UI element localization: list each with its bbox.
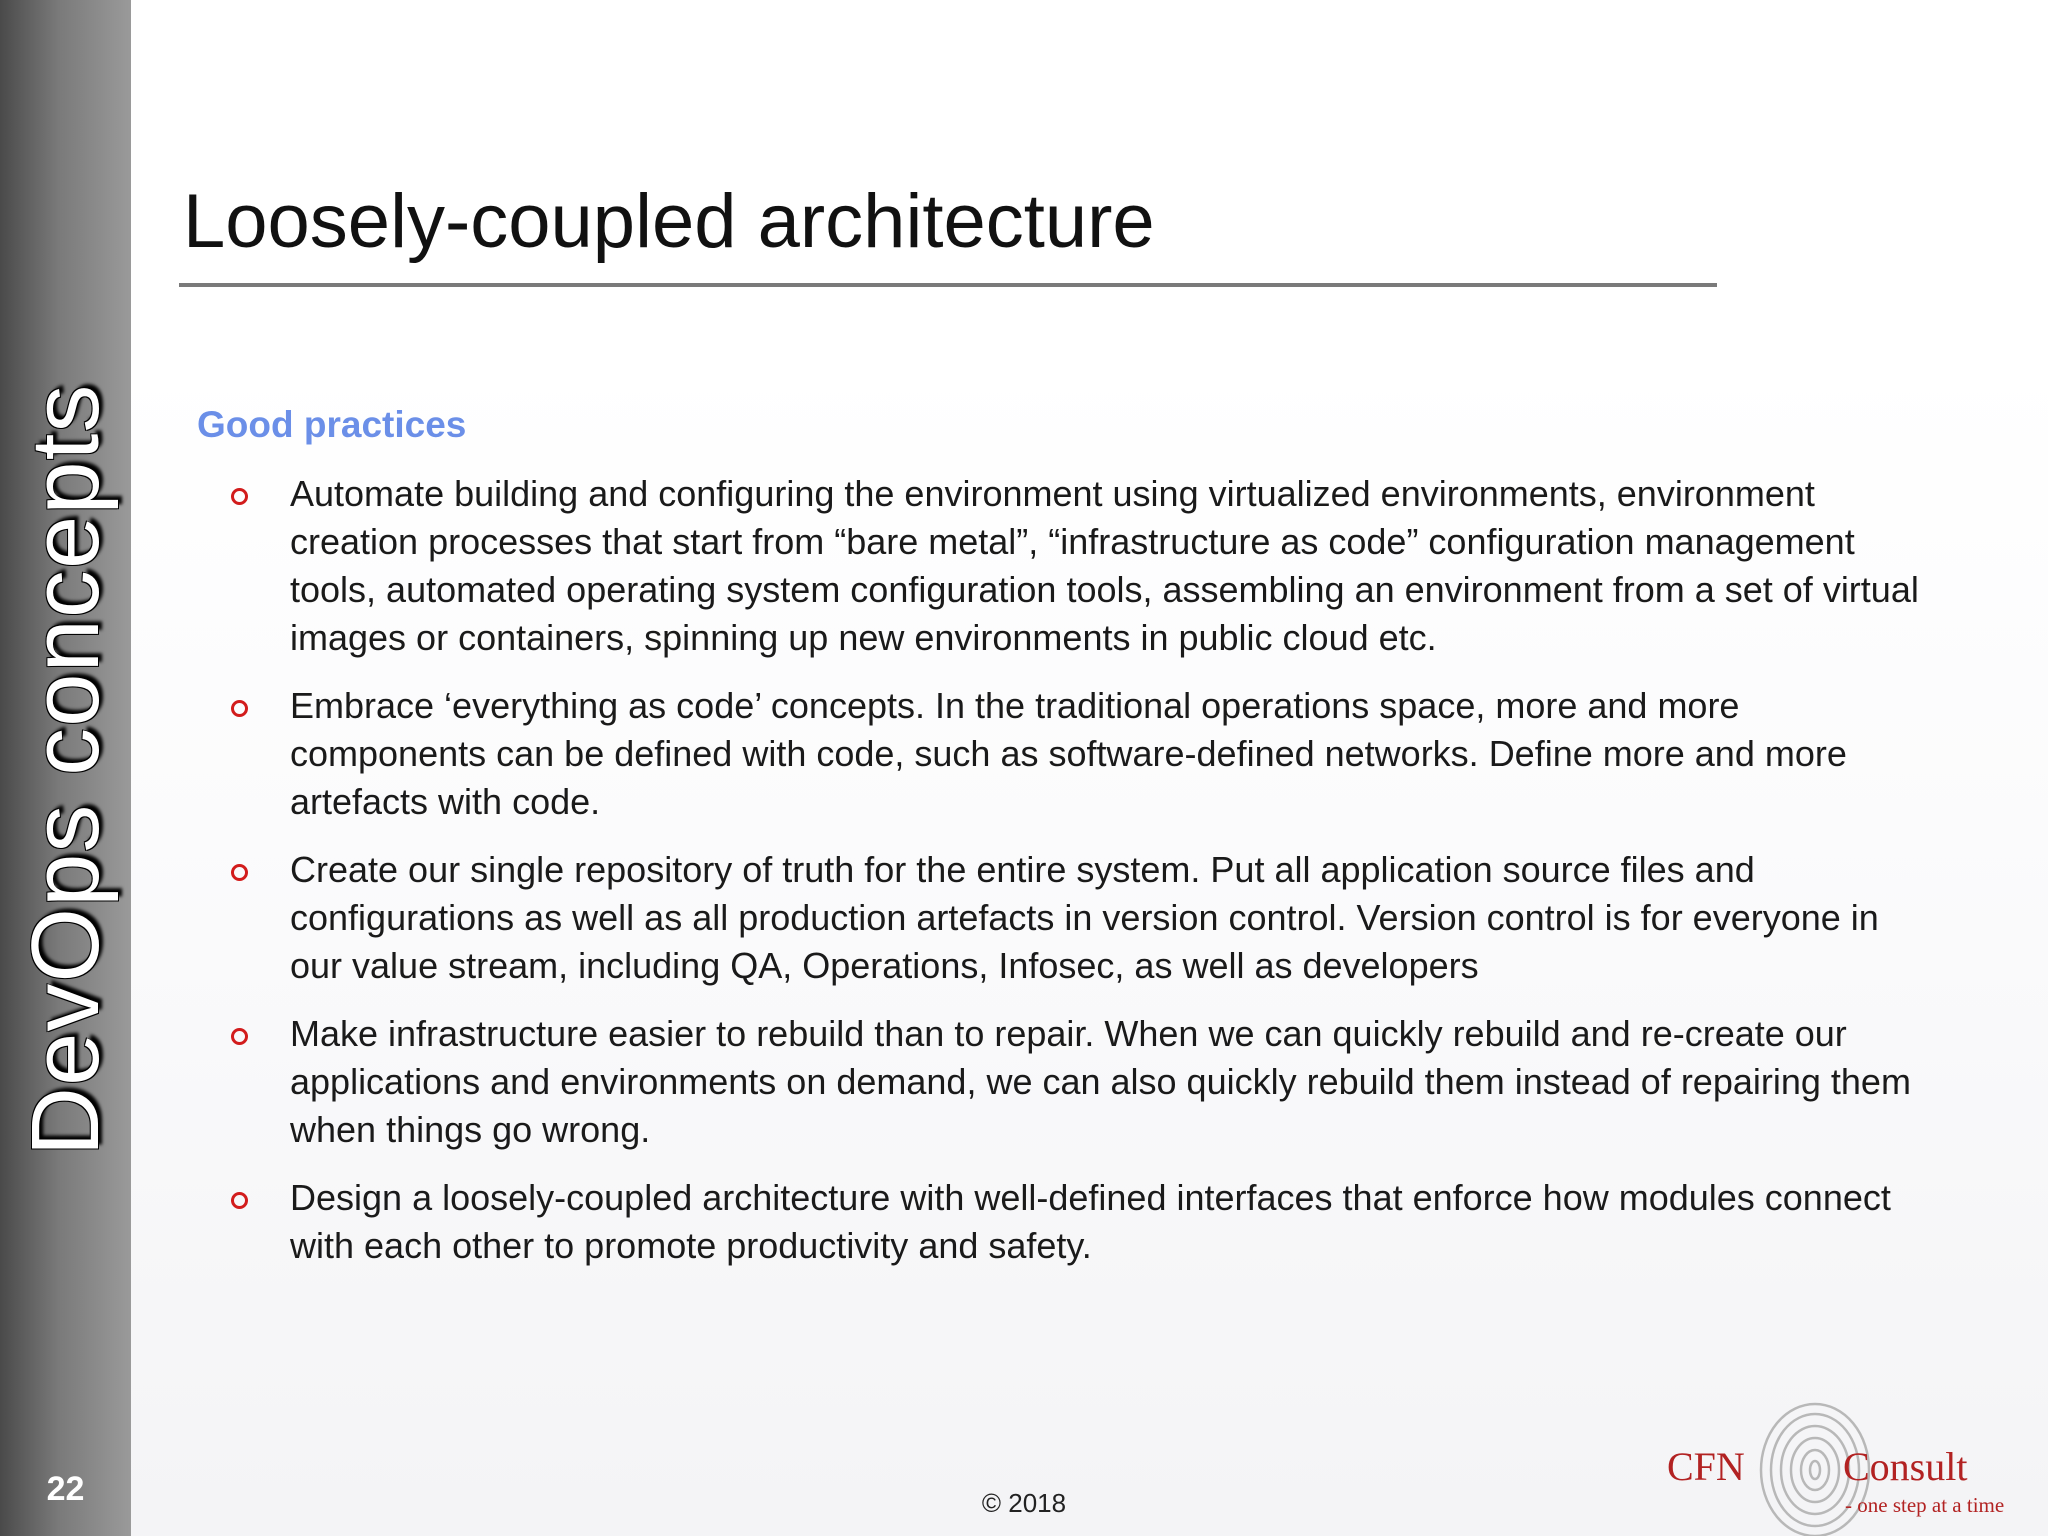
bullet-item — [225, 846, 1925, 990]
bullet-text: Create our single repository of truth for the entire system. Put all application source files and configurations as well as all production artefacts in version control. Version control is for everyone in our value stream, including QA, Operations, Infosec, as well as developers — [290, 849, 1879, 986]
bullet-text: Embrace ‘everything as code’ concepts. In the traditional operations space, more and more components can be defined with code, such as software-defined networks. Define more and more artefacts with code. — [290, 685, 1847, 822]
bullet-item — [225, 1010, 1925, 1154]
circle-bullet-icon — [231, 1028, 248, 1045]
bullet-text: Make infrastructure easier to rebuild than to repair. When we can quickly rebuild and re-create our applications and environments on demand, we can also quickly rebuild them instead of repairing them when things go wrong. — [290, 1013, 1911, 1150]
slide-title: Loosely-coupled architecture — [183, 179, 1155, 264]
bullet-item — [225, 1174, 1925, 1270]
bullet-item — [225, 470, 1925, 662]
circle-bullet-icon — [231, 1192, 248, 1209]
page-number: 22 — [46, 1470, 85, 1508]
bullet-list — [225, 470, 1925, 1290]
section-title: DevOps concepts — [12, 383, 119, 1157]
bullet-text: Automate building and configuring the environment using virtualized environments, environment creation processes that start from “bare metal”, “infrastructure as code” configuration management tools, automated operating system configuration tools, assembling an environment from a set of virtual images or containers, spinning up new environments in public cloud etc. — [290, 473, 1919, 658]
logo-tagline: - one step at a time — [1845, 1493, 2005, 1517]
circle-bullet-icon — [231, 700, 248, 717]
circle-bullet-icon — [231, 864, 248, 881]
logo-name-left: CFN — [1667, 1444, 1745, 1489]
circle-bullet-icon — [231, 488, 248, 505]
sidebar — [0, 0, 131, 1536]
bullet-text: Design a loosely-coupled architecture with well-defined interfaces that enforce how modules connect with each other to promote productivity and safety. — [290, 1177, 1891, 1266]
title-divider — [179, 283, 1717, 287]
bullet-item — [225, 682, 1925, 826]
copyright-footer: © 2018 — [981, 1488, 1067, 1518]
section-heading: Good practices — [197, 404, 467, 445]
logo-name-right: Consult — [1843, 1444, 1968, 1489]
company-logo — [1665, 1398, 2025, 1536]
